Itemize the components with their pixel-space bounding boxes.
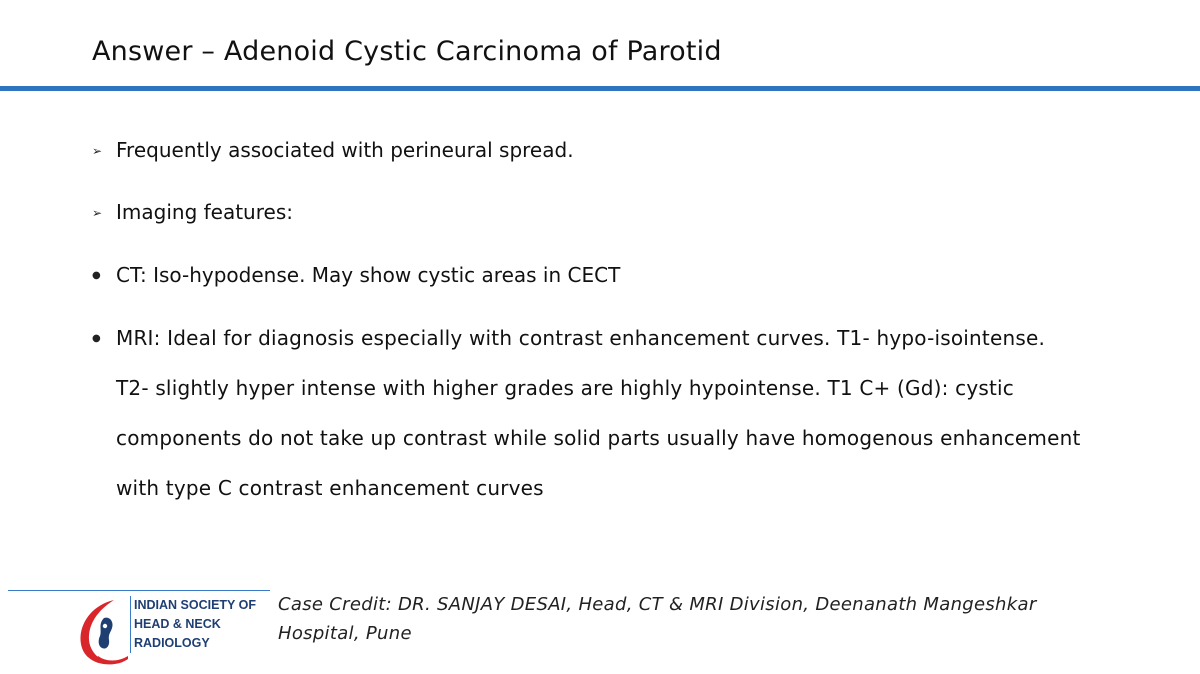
- bullet-text: Frequently associated with perineural spread.: [116, 138, 574, 162]
- society-logo-icon: [74, 596, 134, 668]
- society-name: [130, 596, 256, 653]
- arrowhead-bullet-icon: ➢: [92, 144, 103, 158]
- footer-rule: [8, 590, 270, 591]
- arrowhead-bullet-icon: ➢: [92, 206, 103, 220]
- case-credit: [278, 590, 1037, 648]
- bullet-text: Imaging features:: [116, 200, 293, 224]
- case-credit-line: Hospital, Pune: [278, 623, 412, 644]
- bullet-text: CT: Iso-hypodense. May show cystic areas in CECT: [116, 263, 621, 287]
- bullet-text-line: T2- slightly hyper intense with higher grades are highly hypointense. T1 C+ (Gd): cystic: [116, 376, 1014, 400]
- society-name-line: RADIOLOGY: [134, 636, 210, 650]
- dot-bullet-icon: ●: [92, 333, 101, 344]
- bullet-text-line: components do not take up contrast while solid parts usually have homogenous enhancement: [116, 426, 1081, 450]
- case-credit-line: Case Credit: DR. SANJAY DESAI, Head, CT & MRI Division, Deenanath Mangeshkar: [278, 594, 1037, 615]
- society-name-line: HEAD & NECK: [134, 617, 221, 631]
- bullet-text-line: with type C contrast enhancement curves: [116, 476, 544, 500]
- slide-title: Answer – Adenoid Cystic Carcinoma of Parotid: [92, 36, 722, 67]
- title-rule: [0, 86, 1200, 91]
- dot-bullet-icon: ●: [92, 270, 101, 281]
- bullet-text-line: MRI: Ideal for diagnosis especially with contrast enhancement curves. T1- hypo-isointense.: [116, 326, 1046, 350]
- society-name-line: INDIAN SOCIETY OF: [134, 598, 257, 612]
